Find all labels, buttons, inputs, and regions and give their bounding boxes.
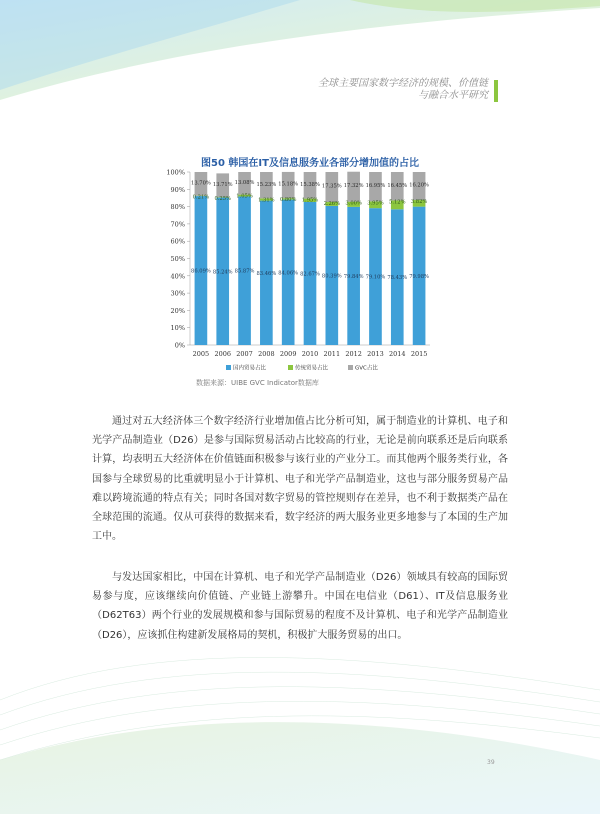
data-label-traditional: 3.95% bbox=[367, 200, 384, 207]
data-label-traditional: 0.21% bbox=[192, 194, 210, 201]
header-line-2: 与融合水平研究 bbox=[418, 90, 488, 101]
data-label-domestic: 79.98% bbox=[409, 273, 429, 280]
data-label-traditional: 3.82% bbox=[410, 199, 428, 206]
data-label-traditional: 5.12% bbox=[389, 199, 406, 206]
data-label-gvc: 15.18% bbox=[278, 181, 299, 188]
x-tick-label: 2007 bbox=[236, 350, 253, 358]
y-tick-label: 0% bbox=[174, 341, 185, 350]
y-tick-label: 100% bbox=[166, 168, 185, 177]
x-tick-label: 2012 bbox=[345, 350, 362, 358]
y-tick-label: 50% bbox=[170, 255, 185, 263]
data-label-gvc: 16.45% bbox=[387, 182, 408, 189]
chart-title: 图50 韩国在IT及信息服务业各部分增加值的占比 bbox=[201, 158, 419, 169]
x-tick-label: 2014 bbox=[388, 350, 406, 358]
x-tick-label: 2008 bbox=[258, 350, 275, 358]
legend-swatch bbox=[226, 365, 231, 370]
y-tick-label: 70% bbox=[170, 220, 185, 229]
data-label-domestic: 84.06% bbox=[278, 270, 299, 277]
x-tick-label: 2013 bbox=[367, 350, 384, 358]
data-label-gvc: 13.71% bbox=[212, 182, 233, 189]
y-tick-label: 60% bbox=[170, 237, 185, 246]
data-label-domestic: 86.09% bbox=[191, 268, 211, 275]
x-tick-label: 2011 bbox=[323, 350, 341, 358]
data-label-traditional: 1.05% bbox=[236, 193, 253, 200]
data-label-domestic: 79.84% bbox=[343, 273, 364, 280]
data-source: 数据来源：UIBE GVC Indicator数据库 bbox=[196, 379, 319, 387]
data-label-domestic: 82.67% bbox=[300, 271, 320, 278]
data-label-gvc: 16.95% bbox=[365, 183, 386, 190]
data-label-traditional: 3.00% bbox=[345, 200, 362, 207]
y-tick-label: 90% bbox=[170, 185, 185, 194]
stacked-bar-chart bbox=[160, 162, 450, 374]
paragraph-1: 通过对五大经济体三个数字经济行业增加值占比分析可知，属于制造业的计算机、电子和光学产品制造业（D26）是参与国际贸易活动占比较高的行业，无论是前向联系还是后向联系计算，均表明五大经济体在价值链面积极参与该行业的产业分工。而其他两个服务类行业，各国参与全球贸易的比重就明显小于计算机、电子和光学产品制造业，这也与部分服务贸易产品难以跨境流通的特点有关；同时各国对数字贸易的管控规则存在差异，也不利于数据类产品在全球范围的流通。仅从可获得的数据来看，数字经济的两大服务业更多地参与了本国的生产加工中。 bbox=[92, 416, 508, 543]
page-number: 39 bbox=[487, 759, 495, 766]
data-label-domestic: 80.39% bbox=[321, 273, 342, 280]
data-label-domestic: 79.10% bbox=[365, 274, 386, 281]
data-label-traditional: 1.31% bbox=[258, 197, 275, 204]
data-label-domestic: 83.46% bbox=[256, 270, 277, 277]
data-label-gvc: 13.08% bbox=[234, 180, 255, 187]
legend-swatch bbox=[288, 365, 293, 370]
y-tick-label: 80% bbox=[170, 203, 185, 212]
data-label-domestic: 78.43% bbox=[387, 275, 408, 282]
legend-label: 传统贸易占比 bbox=[295, 365, 329, 372]
y-tick-label: 30% bbox=[170, 289, 185, 298]
x-tick-label: 2006 bbox=[214, 350, 232, 358]
data-label-gvc: 17.32% bbox=[343, 183, 364, 190]
legend-swatch bbox=[348, 365, 353, 370]
x-tick-label: 2009 bbox=[279, 350, 297, 358]
data-label-traditional: 0.80% bbox=[279, 197, 297, 204]
header-line-1: 全球主要国家数字经济的规模、价值链 bbox=[318, 78, 488, 89]
running-header bbox=[318, 78, 488, 102]
y-tick-label: 20% bbox=[170, 306, 185, 315]
data-label-traditional: 1.95% bbox=[301, 197, 319, 204]
header-accent-bar bbox=[494, 80, 498, 102]
data-label-gvc: 15.23% bbox=[256, 181, 277, 188]
y-tick-label: 40% bbox=[170, 272, 185, 281]
data-label-traditional: 0.25% bbox=[214, 196, 231, 203]
x-tick-label: 2015 bbox=[410, 350, 428, 358]
data-label-traditional: 2.26% bbox=[323, 201, 341, 208]
data-label-gvc: 15.38% bbox=[300, 181, 320, 188]
data-label-gvc: 16.20% bbox=[409, 182, 429, 189]
data-label-domestic: 85.87% bbox=[234, 268, 255, 275]
y-tick-label: 10% bbox=[170, 324, 185, 333]
data-label-gvc: 17.35% bbox=[321, 183, 342, 190]
paragraph-2: 与发达国家相比，中国在计算机、电子和光学产品制造业（D26）领域具有较高的国际贸易参与度，应该继续向价值链、产业链上游攀升。中国在电信业（D61）、IT及信息服务业（D62T63）两个行业的发展规模和参与国际贸易的程度不及计算机、电子和光学产品制造业（D26），应该抓住构建新发展格局的契机，积极扩大服务贸易的出口。 bbox=[92, 572, 508, 641]
x-tick-label: 2010 bbox=[301, 350, 319, 358]
legend-label: GVC占比 bbox=[355, 365, 378, 372]
data-label-gvc: 13.70% bbox=[191, 180, 211, 187]
data-label-domestic: 85.24% bbox=[212, 269, 233, 276]
x-tick-label: 2005 bbox=[192, 350, 210, 358]
legend-label: 国内贸易占比 bbox=[233, 365, 267, 372]
